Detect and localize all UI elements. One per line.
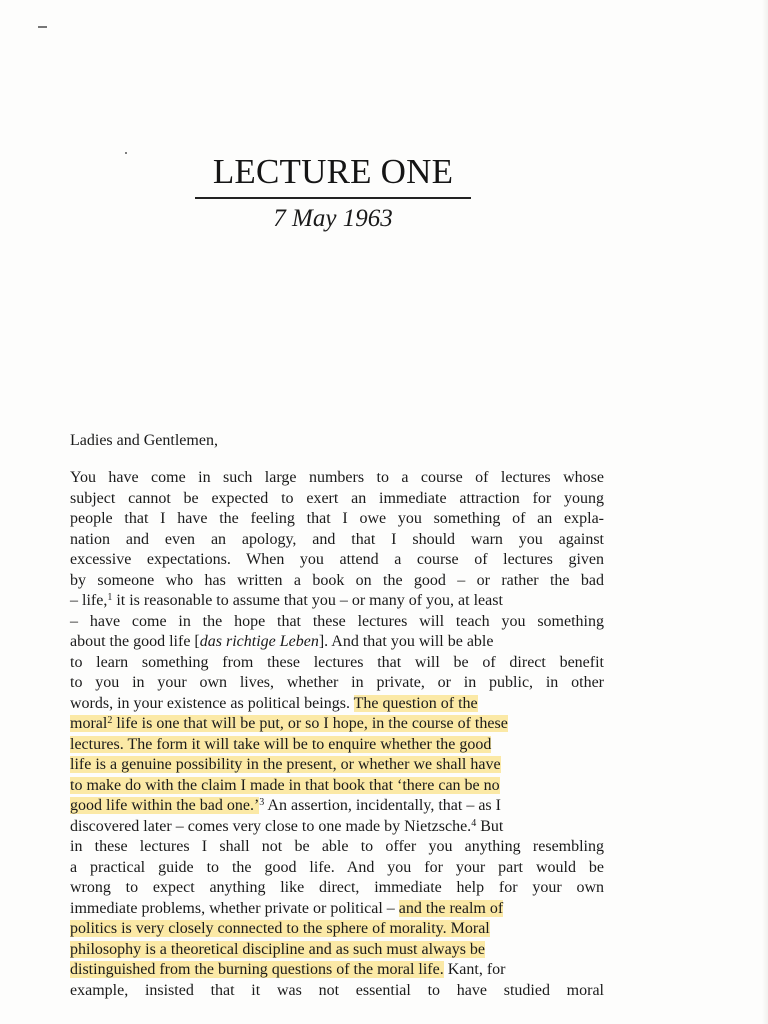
page-edge-shadow [762, 0, 768, 1024]
scan-speck [125, 152, 127, 154]
highlighted-text: politics is very closely connected to the sphere of morality. Moral [70, 920, 490, 937]
highlighted-text: good life within the bad one.’ [70, 797, 260, 814]
title-underline [195, 197, 471, 199]
highlighted-text: and the realm of [398, 899, 504, 917]
text-line: to you in your own lives, whether in private, or in public, in other [70, 674, 604, 691]
lecture-title: LECTURE ONE [212, 152, 454, 191]
footnote-marker: 1 [107, 592, 113, 603]
text-line: in these lectures I shall not be able to offer you anything resembling [70, 838, 604, 855]
text-line: nation and even an apology, and that I should warn you against [70, 530, 604, 548]
lecture-date: 7 May 1963 [273, 205, 393, 232]
text-line: immediate problems, whether private or political – and the realm of [70, 899, 504, 917]
salutation: Ladies and Gentlemen, [70, 432, 218, 449]
text-line [70, 755, 604, 776]
text-line [70, 776, 604, 797]
highlighted-text: life is a genuine possibility in the present, or whether we shall have [70, 756, 501, 773]
text-line: to learn something from these lectures that will be of direct benefit [70, 653, 604, 671]
body-paragraph [70, 468, 604, 1001]
scan-mark [38, 26, 47, 28]
text-line: – life,$^1$ it is reasonable to assume that you – or many of you, at least [70, 592, 503, 609]
text-line [70, 919, 604, 940]
text-line: people that I have the feeling that I owe you something of an expla- [70, 510, 604, 527]
title-block [195, 150, 471, 233]
footnote-marker: 4 [471, 817, 477, 829]
highlighted-text: The question of the [353, 694, 478, 712]
text-line: – have come in the hope that these lectures will teach you something [70, 612, 604, 630]
text-line: discovered later – comes very close to one made by Nietzsche.$^4$ But [70, 817, 504, 835]
highlighted-text: lectures. The form it will take will be to enquire whether the good [70, 735, 492, 753]
highlighted-text: moral$^2$ life is one that will be put, or so I hope, in the course of these [70, 715, 508, 732]
text-line [70, 714, 604, 735]
text-line: excessive expectations. When you attend a course of lectures given [70, 551, 604, 568]
text-line: words, in your existence as political beings. The question of the [70, 694, 478, 712]
text-line: by someone who has written a book on the good – or rather the bad [70, 571, 604, 589]
text-line: subject cannot be expected to exert an immediate attraction for young [70, 489, 604, 507]
text-line: about the good life [das richtige Leben]. And that you will be able [70, 633, 494, 650]
text-line [70, 735, 604, 756]
text-line: good life within the bad one.’$^3$ An assertion, incidentally, that – as I [70, 797, 501, 814]
highlighted-text: to make do with the claim I made in that book that ‘there can be no [70, 776, 500, 794]
text-line: example, insisted that it was not essential to have studied moral [70, 981, 604, 999]
text-line: You have come in such large numbers to a course of lectures whose [70, 469, 604, 486]
footnote-marker: 2 [107, 715, 113, 726]
text-line: a practical guide to the good life. And you for your part would be [70, 858, 604, 876]
highlighted-text: distinguished from the burning questions of the moral life. [70, 961, 444, 978]
text-line: wrong to expect anything like direct, immediate help for your own [70, 879, 604, 896]
text-line [70, 940, 604, 961]
highlighted-text: philosophy is a theoretical discipline and as such must always be [70, 940, 486, 958]
footnote-marker: 3 [259, 797, 265, 808]
text-line: distinguished from the burning questions of the moral life. Kant, for [70, 961, 506, 978]
